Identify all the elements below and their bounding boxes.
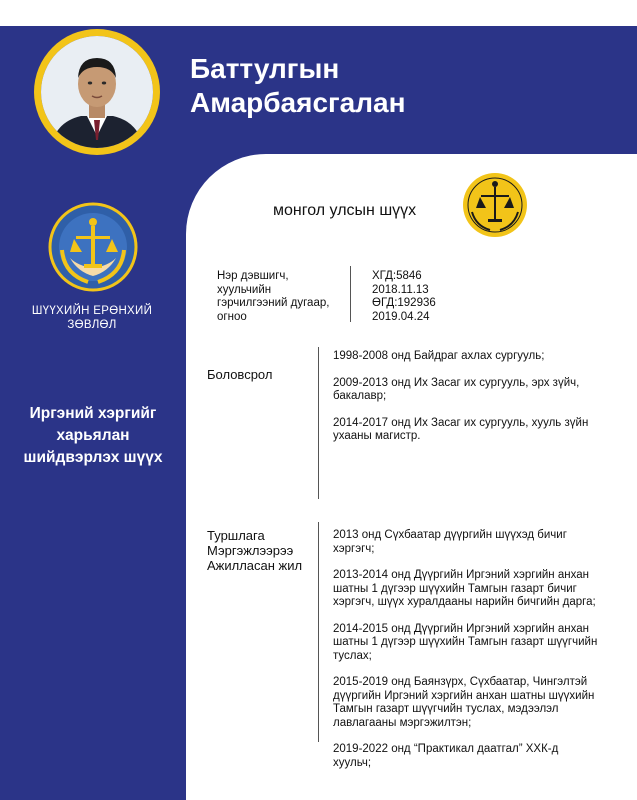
divider-line [318,347,319,499]
experience-label-line: Ажилласан жил [207,558,303,573]
appointment-value: 2019.04.24 [372,310,430,323]
divider-line [350,266,351,322]
appointment-value: ХГД:5846 [372,270,422,282]
experience-item: 2019-2022 онд “Практикал даатгал” ХХК-д хуульч; [333,743,559,769]
experience-item: 2015-2019 онд Баянзүрх, Сүхбаатар, Чингэлтэй дүүргийн Иргэний хэргийн анхан шатны шүүхийн Тамгын газарт шүүгчийн туслах, мэдээлэл лавлагааны мэргэжилтэн; [333,676,595,729]
court-seal-icon [462,172,528,238]
council-line-2: ЗӨВЛӨЛ [67,319,117,331]
portrait-photo [41,36,153,148]
appointment-label-line: огноо [217,310,247,323]
experience-item: 2014-2015 онд Дүүргийн Иргэний хэргийн анхан шатны 1 дүгээр шүүхийн Тамгын газарт шүүгчийн туслах; [333,622,598,662]
education-label: Боловсрол [207,367,273,382]
name-line-1: Баттулгын [190,53,340,84]
appointment-label-line: гэрчилгээний дугаар, [217,297,330,309]
name-line-2: Амарбаясгалан [190,87,406,118]
experience-item: 2013-2014 онд Дүүргийн Иргэний хэргийн анхан шатны 1 дүгээр шүүхийн Тамгын газарт бичиг хэргэгч, шүүх хуралдааны нарийн бичгийн дарга; [333,569,596,608]
judge-type [10,403,176,469]
council-name [12,304,172,332]
council-line-1: ШҮҮХИЙН ЕРӨНХИЙ [31,305,153,317]
appointment-label [217,270,345,324]
portrait-frame [34,29,160,155]
appointment-value: ӨГД:192936 [372,297,436,309]
experience-label-line: Мэргэжлээрээ [207,543,294,558]
appointment-label-line: хуульчийн [217,283,272,296]
appointment-values [372,270,436,324]
person-name [190,52,406,120]
experience-label [207,528,302,573]
appointment-value: 2018.11.13 [372,283,429,296]
judge-type-line-1: Иргэний хэргийг [29,405,157,422]
court-title: монгол улсын шүүх [273,202,417,219]
judge-type-line-2: харьялан [56,427,130,444]
education-item: 2009-2013 онд Их Засаг их сургууль, эрх зүйч, бакалавр; [333,376,580,402]
experience-list [333,529,599,783]
judicial-council-emblem-icon [48,202,138,292]
judge-type-line-3: шийдвэрлэх шүүх [23,449,163,466]
experience-label-line: Туршлага [207,528,265,543]
experience-item: 2013 онд Сүхбаатар дүүргийн шүүхэд бичиг хэргэгч; [333,529,567,555]
divider-line [318,522,319,742]
appointment-label-line: Нэр дэвшигч, [217,270,289,282]
education-item: 1998-2008 онд Байдраг ахлах сургууль; [333,350,545,362]
education-list [333,350,595,457]
education-item: 2014-2017 онд Их Засаг их сургууль, хууль зүйн ухааны магистр. [333,416,589,442]
